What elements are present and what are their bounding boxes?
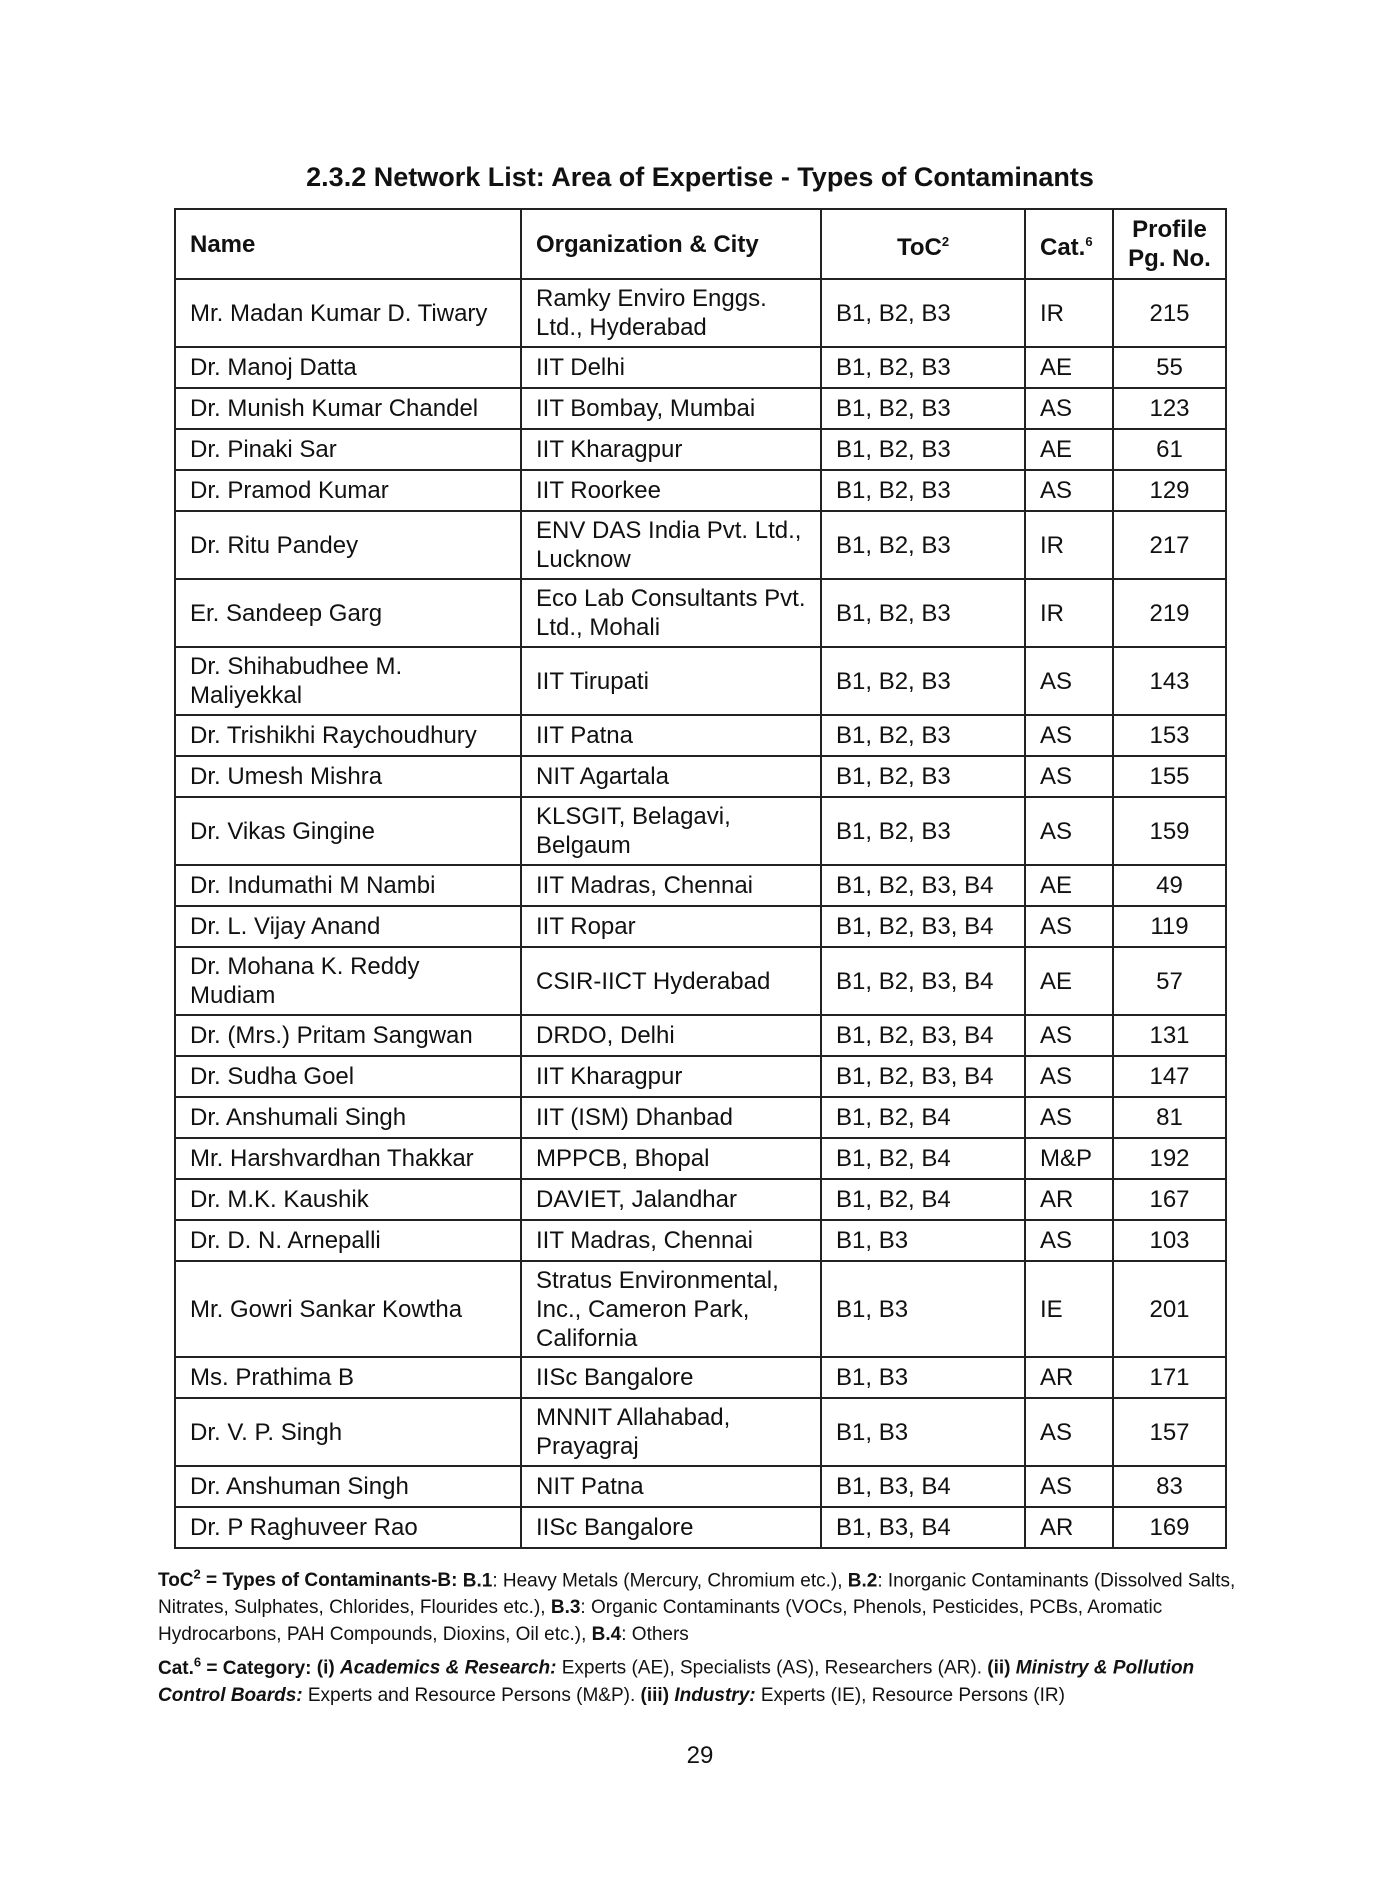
table-row [175, 347, 1226, 388]
cell-category: IR [1025, 279, 1113, 347]
table-row [175, 1097, 1226, 1138]
table-row [175, 279, 1226, 347]
cell-profile-page: 201 [1113, 1261, 1226, 1357]
cell-toc: B1, B3 [821, 1398, 1025, 1466]
footnote-cat-eq: = Category: [201, 1657, 317, 1679]
cell-category: IR [1025, 511, 1113, 579]
cell-category: IE [1025, 1261, 1113, 1357]
footnote-b4-text: : Others [621, 1624, 689, 1646]
cell-organization: IIT (ISM) Dhanbad [521, 1097, 821, 1138]
cell-toc: B1, B2, B3 [821, 347, 1025, 388]
cell-category: AE [1025, 347, 1113, 388]
cell-organization: IIT Bombay, Mumbai [521, 388, 821, 429]
page-title: 2.3.2 Network List: Area of Expertise - Types of Contaminants [306, 162, 1094, 192]
table-row [175, 865, 1226, 906]
cell-category: AE [1025, 947, 1113, 1015]
table-row [175, 1220, 1226, 1261]
header-name: Name [175, 209, 521, 279]
footnote-cat-iii-label: Industry: [674, 1684, 756, 1706]
cell-profile-page: 83 [1113, 1466, 1226, 1507]
header-cat [1025, 209, 1113, 279]
header-profile-line1: Profile [1132, 216, 1207, 243]
table-row [175, 906, 1226, 947]
table-row [175, 1179, 1226, 1220]
cell-toc: B1, B2, B3 [821, 388, 1025, 429]
cell-toc: B1, B2, B3 [821, 429, 1025, 470]
cell-toc: B1, B2, B4 [821, 1179, 1025, 1220]
cell-profile-page: 217 [1113, 511, 1226, 579]
cell-name: Dr. Pinaki Sar [175, 429, 521, 470]
network-table [174, 208, 1227, 1549]
footnote-b3-label: B.3 [550, 1597, 581, 1619]
cell-name: Dr. P Raghuveer Rao [175, 1507, 521, 1548]
table-row [175, 1466, 1226, 1507]
cell-name: Dr. V. P. Singh [175, 1398, 521, 1466]
cell-toc: B1, B3, B4 [821, 1466, 1025, 1507]
footnote-cat-key [158, 1654, 317, 1679]
header-cat-sup: 6 [1085, 233, 1093, 249]
cell-toc: B1, B2, B4 [821, 1097, 1025, 1138]
cell-name: Dr. Munish Kumar Chandel [175, 388, 521, 429]
cell-organization: DRDO, Delhi [521, 1015, 821, 1056]
cell-profile-page: 131 [1113, 1015, 1226, 1056]
cell-organization: KLSGIT, Belagavi, Belgaum [521, 797, 821, 865]
footnote-toc-key-text: ToC [158, 1570, 194, 1592]
cell-profile-page: 49 [1113, 865, 1226, 906]
cell-category: AE [1025, 865, 1113, 906]
cell-name: Dr. L. Vijay Anand [175, 906, 521, 947]
cell-name: Dr. Pramod Kumar [175, 470, 521, 511]
cell-toc: B1, B2, B3 [821, 715, 1025, 756]
table-row [175, 511, 1226, 579]
header-toc-label: ToC [896, 233, 942, 261]
cell-name: Dr. Manoj Datta [175, 347, 521, 388]
table-header-row [175, 209, 1226, 279]
cell-category: AS [1025, 797, 1113, 865]
table-row [175, 429, 1226, 470]
cell-name: Ms. Prathima B [175, 1357, 521, 1398]
cell-profile-page: 147 [1113, 1056, 1226, 1097]
cell-category: AS [1025, 906, 1113, 947]
cell-category: AS [1025, 1220, 1113, 1261]
footnote-b4-label: B.4 [591, 1624, 622, 1646]
cell-toc: B1, B2, B3 [821, 470, 1025, 511]
table-row [175, 1357, 1226, 1398]
footnote-cat-ii-label: Ministry & Pollution Control Boards: [158, 1657, 1195, 1706]
cell-organization: Stratus Environmental, Inc., Cameron Park, California [521, 1261, 821, 1357]
cell-organization: NIT Patna [521, 1466, 821, 1507]
table-row [175, 715, 1226, 756]
cell-organization: IISc Bangalore [521, 1357, 821, 1398]
cell-category: IR [1025, 579, 1113, 647]
cell-profile-page: 159 [1113, 797, 1226, 865]
table-row [175, 1507, 1226, 1548]
footnote-cat-i-label: Academics & Research: [339, 1657, 557, 1679]
cell-profile-page: 81 [1113, 1097, 1226, 1138]
cell-name: Dr. Ritu Pandey [175, 511, 521, 579]
cell-organization: MPPCB, Bhopal [521, 1138, 821, 1179]
cell-profile-page: 167 [1113, 1179, 1226, 1220]
cell-organization: MNNIT Allahabad, Prayagraj [521, 1398, 821, 1466]
cell-category: M&P [1025, 1138, 1113, 1179]
cell-organization: IIT Patna [521, 715, 821, 756]
cell-name: Dr. Umesh Mishra [175, 756, 521, 797]
cell-name: Dr. Anshuman Singh [175, 1466, 521, 1507]
header-organization: Organization & City [521, 209, 821, 279]
cell-category: AS [1025, 647, 1113, 715]
cell-category: AR [1025, 1357, 1113, 1398]
cell-category: AS [1025, 1466, 1113, 1507]
cell-profile-page: 129 [1113, 470, 1226, 511]
cell-category: AE [1025, 429, 1113, 470]
cell-organization: Eco Lab Consultants Pvt. Ltd., Mohali [521, 579, 821, 647]
cell-organization: NIT Agartala [521, 756, 821, 797]
cell-profile-page: 215 [1113, 279, 1226, 347]
cell-profile-page: 157 [1113, 1398, 1226, 1466]
table-row [175, 388, 1226, 429]
cell-toc: B1, B2, B3 [821, 756, 1025, 797]
cell-organization: CSIR-IICT Hyderabad [521, 947, 821, 1015]
footnote-cat-key-text: Cat. [158, 1657, 194, 1679]
header-toc-sup: 2 [941, 233, 950, 249]
table-row [175, 1398, 1226, 1466]
table-row [175, 579, 1226, 647]
table-row [175, 756, 1226, 797]
table-row [175, 647, 1226, 715]
cell-name: Dr. D. N. Arnepalli [175, 1220, 521, 1261]
cell-profile-page: 192 [1113, 1138, 1226, 1179]
cell-profile-page: 123 [1113, 388, 1226, 429]
cell-organization: IIT Delhi [521, 347, 821, 388]
cell-organization: ENV DAS India Pvt. Ltd., Lucknow [521, 511, 821, 579]
cell-profile-page: 119 [1113, 906, 1226, 947]
footnote-cat [158, 1648, 1248, 1708]
cell-profile-page: 155 [1113, 756, 1226, 797]
cell-name: Dr. (Mrs.) Pritam Sangwan [175, 1015, 521, 1056]
footnote-cat-iii-num: (iii) [640, 1684, 675, 1706]
header-toc [821, 209, 1025, 279]
cell-name: Mr. Madan Kumar D. Tiwary [175, 279, 521, 347]
header-cat-label: Cat. [1040, 233, 1086, 261]
footnote-b3-text: : Organic Contaminants (VOCs, Phenols, Pesticides, PCBs, Aromatic Hydrocarbons, PAH Compounds, Dioxins, Oil etc.), [158, 1597, 1163, 1646]
cell-organization: Ramky Enviro Enggs. Ltd., Hyderabad [521, 279, 821, 347]
footnote-b1-label: B.1 [462, 1570, 493, 1592]
cell-organization: IIT Madras, Chennai [521, 1220, 821, 1261]
table-row [175, 1015, 1226, 1056]
cell-toc: B1, B3 [821, 1357, 1025, 1398]
cell-name: Dr. Mohana K. Reddy Mudiam [175, 947, 521, 1015]
cell-toc: B1, B2, B3, B4 [821, 906, 1025, 947]
cell-name: Dr. Anshumali Singh [175, 1097, 521, 1138]
cell-name: Dr. Trishikhi Raychoudhury [175, 715, 521, 756]
cell-name: Mr. Gowri Sankar Kowtha [175, 1261, 521, 1357]
cell-profile-page: 171 [1113, 1357, 1226, 1398]
cell-organization: IIT Kharagpur [521, 1056, 821, 1097]
cell-name: Er. Sandeep Garg [175, 579, 521, 647]
footnote-cat-i-num: (i) [316, 1657, 340, 1679]
cell-organization: IIT Madras, Chennai [521, 865, 821, 906]
cell-name: Dr. M.K. Kaushik [175, 1179, 521, 1220]
cell-category: AS [1025, 715, 1113, 756]
table-body [175, 279, 1226, 1548]
cell-toc: B1, B2, B3, B4 [821, 947, 1025, 1015]
cell-category: AS [1025, 1097, 1113, 1138]
cell-name: Mr. Harshvardhan Thakkar [175, 1138, 521, 1179]
cell-category: AS [1025, 1015, 1113, 1056]
cell-category: AS [1025, 756, 1113, 797]
cell-category: AS [1025, 470, 1113, 511]
footnote-toc-key [158, 1567, 463, 1592]
footnote-cat-i-text: Experts (AE), Specialists (AS), Researchers (AR). [556, 1657, 988, 1679]
cell-organization: IIT Tirupati [521, 647, 821, 715]
cell-category: AS [1025, 1398, 1113, 1466]
cell-toc: B1, B2, B4 [821, 1138, 1025, 1179]
footnote-toc [158, 1561, 1248, 1648]
footnote-cat-ii-num: (ii) [987, 1657, 1016, 1679]
table-row [175, 947, 1226, 1015]
footnote-b2-text: : Inorganic Contaminants (Dissolved Salts, Nitrates, Sulphates, Chlorides, Flourides etc.), [158, 1570, 1236, 1619]
cell-organization: IIT Roorkee [521, 470, 821, 511]
footnotes [158, 1561, 1248, 1709]
cell-toc: B1, B2, B3 [821, 647, 1025, 715]
footnote-cat-iii-text: Experts (IE), Resource Persons (IR) [755, 1684, 1065, 1706]
footnote-toc-eq: = Types of Contaminants-B: [200, 1570, 463, 1592]
table-row [175, 797, 1226, 865]
page-number: 29 [686, 1742, 714, 1769]
cell-toc: B1, B3, B4 [821, 1507, 1025, 1548]
cell-profile-page: 55 [1113, 347, 1226, 388]
cell-profile-page: 169 [1113, 1507, 1226, 1548]
cell-organization: DAVIET, Jalandhar [521, 1179, 821, 1220]
footnote-cat-sup: 6 [193, 1654, 202, 1670]
cell-name: Dr. Vikas Gingine [175, 797, 521, 865]
cell-toc: B1, B3 [821, 1220, 1025, 1261]
cell-toc: B1, B2, B3, B4 [821, 1056, 1025, 1097]
footnote-toc-sup: 2 [193, 1567, 201, 1582]
table-row [175, 470, 1226, 511]
cell-toc: B1, B3 [821, 1261, 1025, 1357]
cell-category: AS [1025, 388, 1113, 429]
cell-name: Dr. Shihabudhee M. Maliyekkal [175, 647, 521, 715]
table-row [175, 1261, 1226, 1357]
cell-profile-page: 219 [1113, 579, 1226, 647]
cell-category: AR [1025, 1179, 1113, 1220]
cell-organization: IIT Kharagpur [521, 429, 821, 470]
cell-profile-page: 57 [1113, 947, 1226, 1015]
cell-toc: B1, B2, B3 [821, 511, 1025, 579]
footnote-b1-text: : Heavy Metals (Mercury, Chromium etc.), [492, 1570, 848, 1592]
cell-toc: B1, B2, B3, B4 [821, 865, 1025, 906]
cell-organization: IIT Ropar [521, 906, 821, 947]
footnote-cat-ii-text: Experts and Resource Persons (M&P). [302, 1684, 641, 1706]
header-profile-page [1113, 209, 1226, 279]
cell-profile-page: 61 [1113, 429, 1226, 470]
cell-toc: B1, B2, B3 [821, 579, 1025, 647]
cell-toc: B1, B2, B3 [821, 797, 1025, 865]
cell-toc: B1, B2, B3, B4 [821, 1015, 1025, 1056]
table-row [175, 1056, 1226, 1097]
cell-category: AR [1025, 1507, 1113, 1548]
cell-organization: IISc Bangalore [521, 1507, 821, 1548]
cell-category: AS [1025, 1056, 1113, 1097]
cell-profile-page: 103 [1113, 1220, 1226, 1261]
cell-name: Dr. Indumathi M Nambi [175, 865, 521, 906]
cell-profile-page: 143 [1113, 647, 1226, 715]
header-profile-line2: Pg. No. [1128, 245, 1211, 272]
cell-name: Dr. Sudha Goel [175, 1056, 521, 1097]
cell-profile-page: 153 [1113, 715, 1226, 756]
cell-toc: B1, B2, B3 [821, 279, 1025, 347]
footnote-b2-label: B.2 [847, 1570, 878, 1592]
table-row [175, 1138, 1226, 1179]
